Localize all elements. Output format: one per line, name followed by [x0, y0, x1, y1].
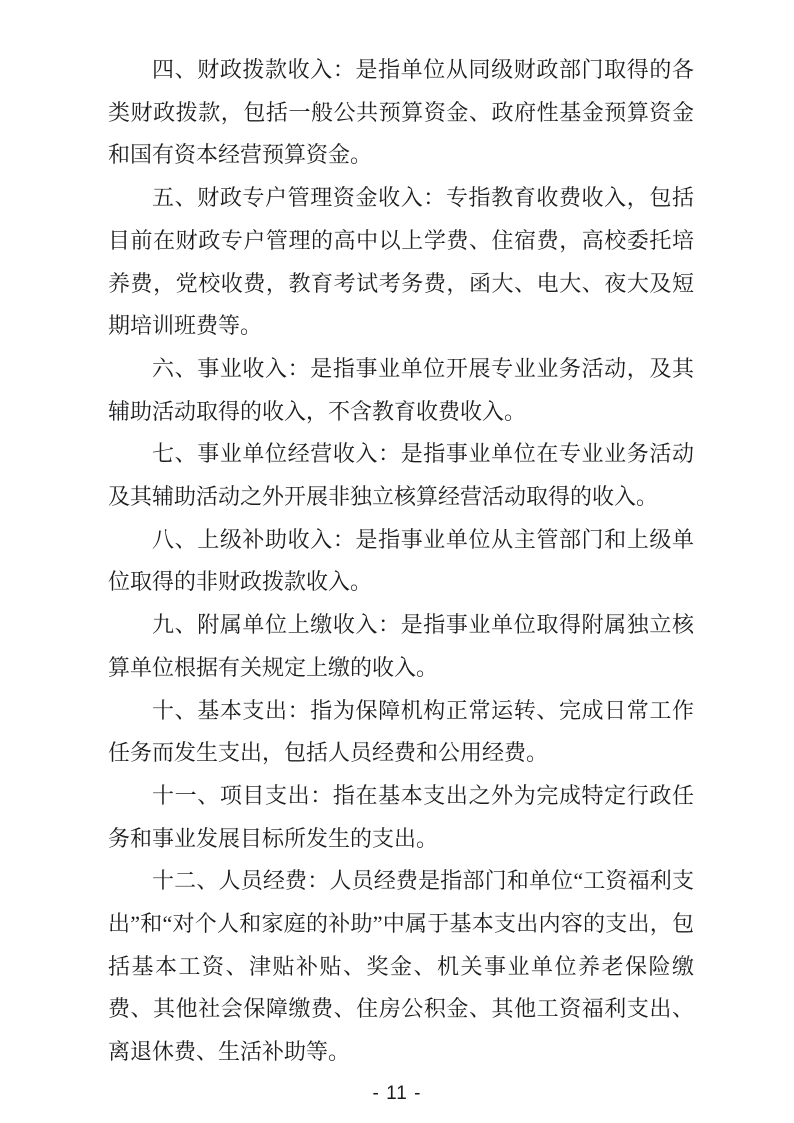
paragraph-definition-fiscal-special-account-income: 五、财政专户管理资金收入：专指教育收费收入，包括目前在财政专户管理的高中以上学费、住宿费，高校委托培养费，党校收费，教育考试考务费，函大、电大、夜大及短期培训班费等。	[108, 185, 694, 339]
page-footer	[0, 1083, 794, 1105]
document-body	[108, 49, 694, 1074]
paragraph-definition-personnel-funds: 十二、人员经费：人员经费是指部门和单位“工资福利支出”和“对个人和家庭的补助”中属于基本支出内容的支出，包括基本工资、津贴补贴、奖金、机关事业单位养老保险缴费、其他社会保障缴费、住房公积金、其他工资福利支出、离退休费、生活补助等。	[108, 868, 694, 1065]
paragraph-definition-fiscal-appropriation-income: 四、财政拨款收入：是指单位从同级财政部门取得的各类财政拨款，包括一般公共预算资金、政府性基金预算资金和国有资本经营预算资金。	[108, 57, 694, 168]
paragraph-definition-basic-expenditure: 十、基本支出：指为保障机构正常运转、完成日常工作任务而发生支出，包括人员经费和公用经费。	[108, 697, 694, 766]
page-number: - 11 -	[372, 1083, 422, 1104]
paragraph-definition-operating-income: 七、事业单位经营收入：是指事业单位在专业业务活动及其辅助活动之外开展非独立核算经营活动取得的收入。	[108, 441, 694, 510]
paragraph-definition-superior-subsidy-income: 八、上级补助收入：是指事业单位从主管部门和上级单位取得的非财政拨款收入。	[108, 526, 694, 595]
paragraph-definition-business-income: 六、事业收入：是指事业单位开展专业业务活动，及其辅助活动取得的收入，不含教育收费收入。	[108, 355, 694, 424]
paragraph-definition-affiliated-unit-income: 九、附属单位上缴收入：是指事业单位取得附属独立核算单位根据有关规定上缴的收入。	[108, 612, 694, 680]
paragraph-definition-project-expenditure: 十一、项目支出：指在基本支出之外为完成特定行政任务和事业发展目标所发生的支出。	[108, 782, 694, 851]
